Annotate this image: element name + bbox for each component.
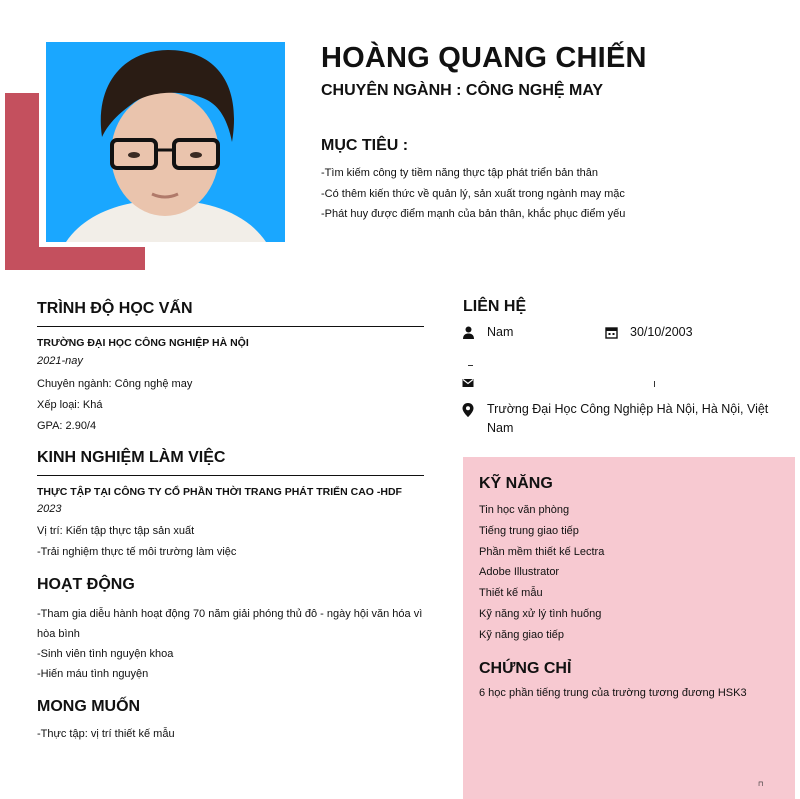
certificates-title: CHỨNG CHỈ bbox=[479, 660, 572, 677]
certificate-item: 6 học phần tiếng trung của trường tương đương HSK3 bbox=[479, 687, 747, 699]
candidate-name: HOÀNG QUANG CHIẾN bbox=[321, 42, 647, 74]
person-icon bbox=[462, 326, 475, 339]
accent-bar-vertical bbox=[5, 93, 39, 270]
wishes-list bbox=[37, 728, 175, 740]
experience-detail: Vị trí: Kiến tập thực tập sản xuất bbox=[37, 525, 195, 537]
objective-list bbox=[321, 163, 781, 225]
skill-item: Tin học văn phòng bbox=[479, 504, 570, 516]
phone-line-mark bbox=[468, 365, 473, 366]
experience-detail: -Trải nghiệm thực tế môi trường làm việc bbox=[37, 546, 237, 558]
contact-birthday: 30/10/2003 bbox=[630, 325, 693, 339]
experience-company: THỰC TẬP TẠI CÔNG TY CỔ PHẦN THỜI TRANG PHÁT TRIỂN CAO -HDF bbox=[37, 486, 402, 498]
skill-item: Phần mềm thiết kế Lectra bbox=[479, 545, 605, 558]
activity-item: -Hiến máu tình nguyện bbox=[37, 668, 149, 680]
skill-item: Kỹ năng xử lý tình huống bbox=[479, 607, 602, 620]
education-detail: Xếp loại: Khá bbox=[37, 399, 103, 411]
activity-item: -Tham gia diễu hành hoạt động 70 năm giải phóng thủ đô - ngày hội văn hóa vì hòa bình bbox=[37, 608, 423, 640]
skills-list bbox=[479, 500, 604, 646]
candidate-major: CHUYÊN NGÀNH : CÔNG NGHỆ MAY bbox=[321, 82, 604, 99]
activity-item: -Sinh viên tình nguyện khoa bbox=[37, 648, 174, 660]
contact-gender: Nam bbox=[487, 325, 514, 339]
accent-bar-horizontal bbox=[5, 247, 145, 270]
experience-year: 2023 bbox=[37, 503, 62, 515]
contact-address: Trường Đại Học Công Nghiệp Hà Nội, Hà Nội, Việt Nam bbox=[487, 402, 769, 435]
education-divider bbox=[37, 326, 424, 327]
education-detail: Chuyên ngành: Công nghệ may bbox=[37, 378, 193, 390]
wishes-title: MONG MUỐN bbox=[37, 698, 141, 715]
experience-divider bbox=[37, 475, 424, 476]
objective-title: MỤC TIÊU : bbox=[321, 137, 409, 154]
profile-photo bbox=[46, 42, 285, 242]
location-pin-icon bbox=[462, 403, 474, 417]
skill-item: Tiếng trung giao tiếp bbox=[479, 524, 579, 537]
experience-title: KINH NGHIỆM LÀM VIỆC bbox=[37, 449, 226, 466]
education-details bbox=[37, 374, 192, 437]
activities-title: HOẠT ĐỘNG bbox=[37, 576, 135, 593]
education-school: TRƯỜNG ĐẠI HỌC CÔNG NGHIỆP HÀ NỘI bbox=[37, 337, 249, 349]
education-title: TRÌNH ĐỘ HỌC VẤN bbox=[37, 300, 193, 317]
education-detail: GPA: 2.90/4 bbox=[37, 420, 97, 432]
education-years: 2021-nay bbox=[37, 355, 83, 367]
email-line-mark bbox=[654, 381, 655, 387]
activities-list bbox=[37, 604, 432, 684]
objective-item: -Phát huy được điểm mạnh của bản thân, khắc phục điểm yếu bbox=[321, 208, 626, 220]
calendar-icon bbox=[605, 326, 618, 339]
skill-item: Adobe Illustrator bbox=[479, 566, 560, 579]
objective-item: -Có thêm kiến thức về quản lý, sản xuất trong ngành may mặc bbox=[321, 187, 625, 200]
skill-item: Thiết kế mẫu bbox=[479, 587, 543, 600]
corner-mark: ⊓ bbox=[758, 781, 764, 788]
skills-title: KỸ NĂNG bbox=[479, 475, 553, 492]
contact-title: LIÊN HỆ bbox=[463, 298, 527, 315]
experience-details bbox=[37, 521, 236, 563]
skill-item: Kỹ năng giao tiếp bbox=[479, 628, 565, 641]
certificates-list bbox=[479, 687, 747, 699]
envelope-icon bbox=[462, 378, 474, 388]
wish-item: -Thực tập: vị trí thiết kế mẫu bbox=[37, 728, 175, 740]
objective-item: -Tìm kiếm công ty tiềm năng thực tập phát triển bản thân bbox=[321, 167, 599, 179]
